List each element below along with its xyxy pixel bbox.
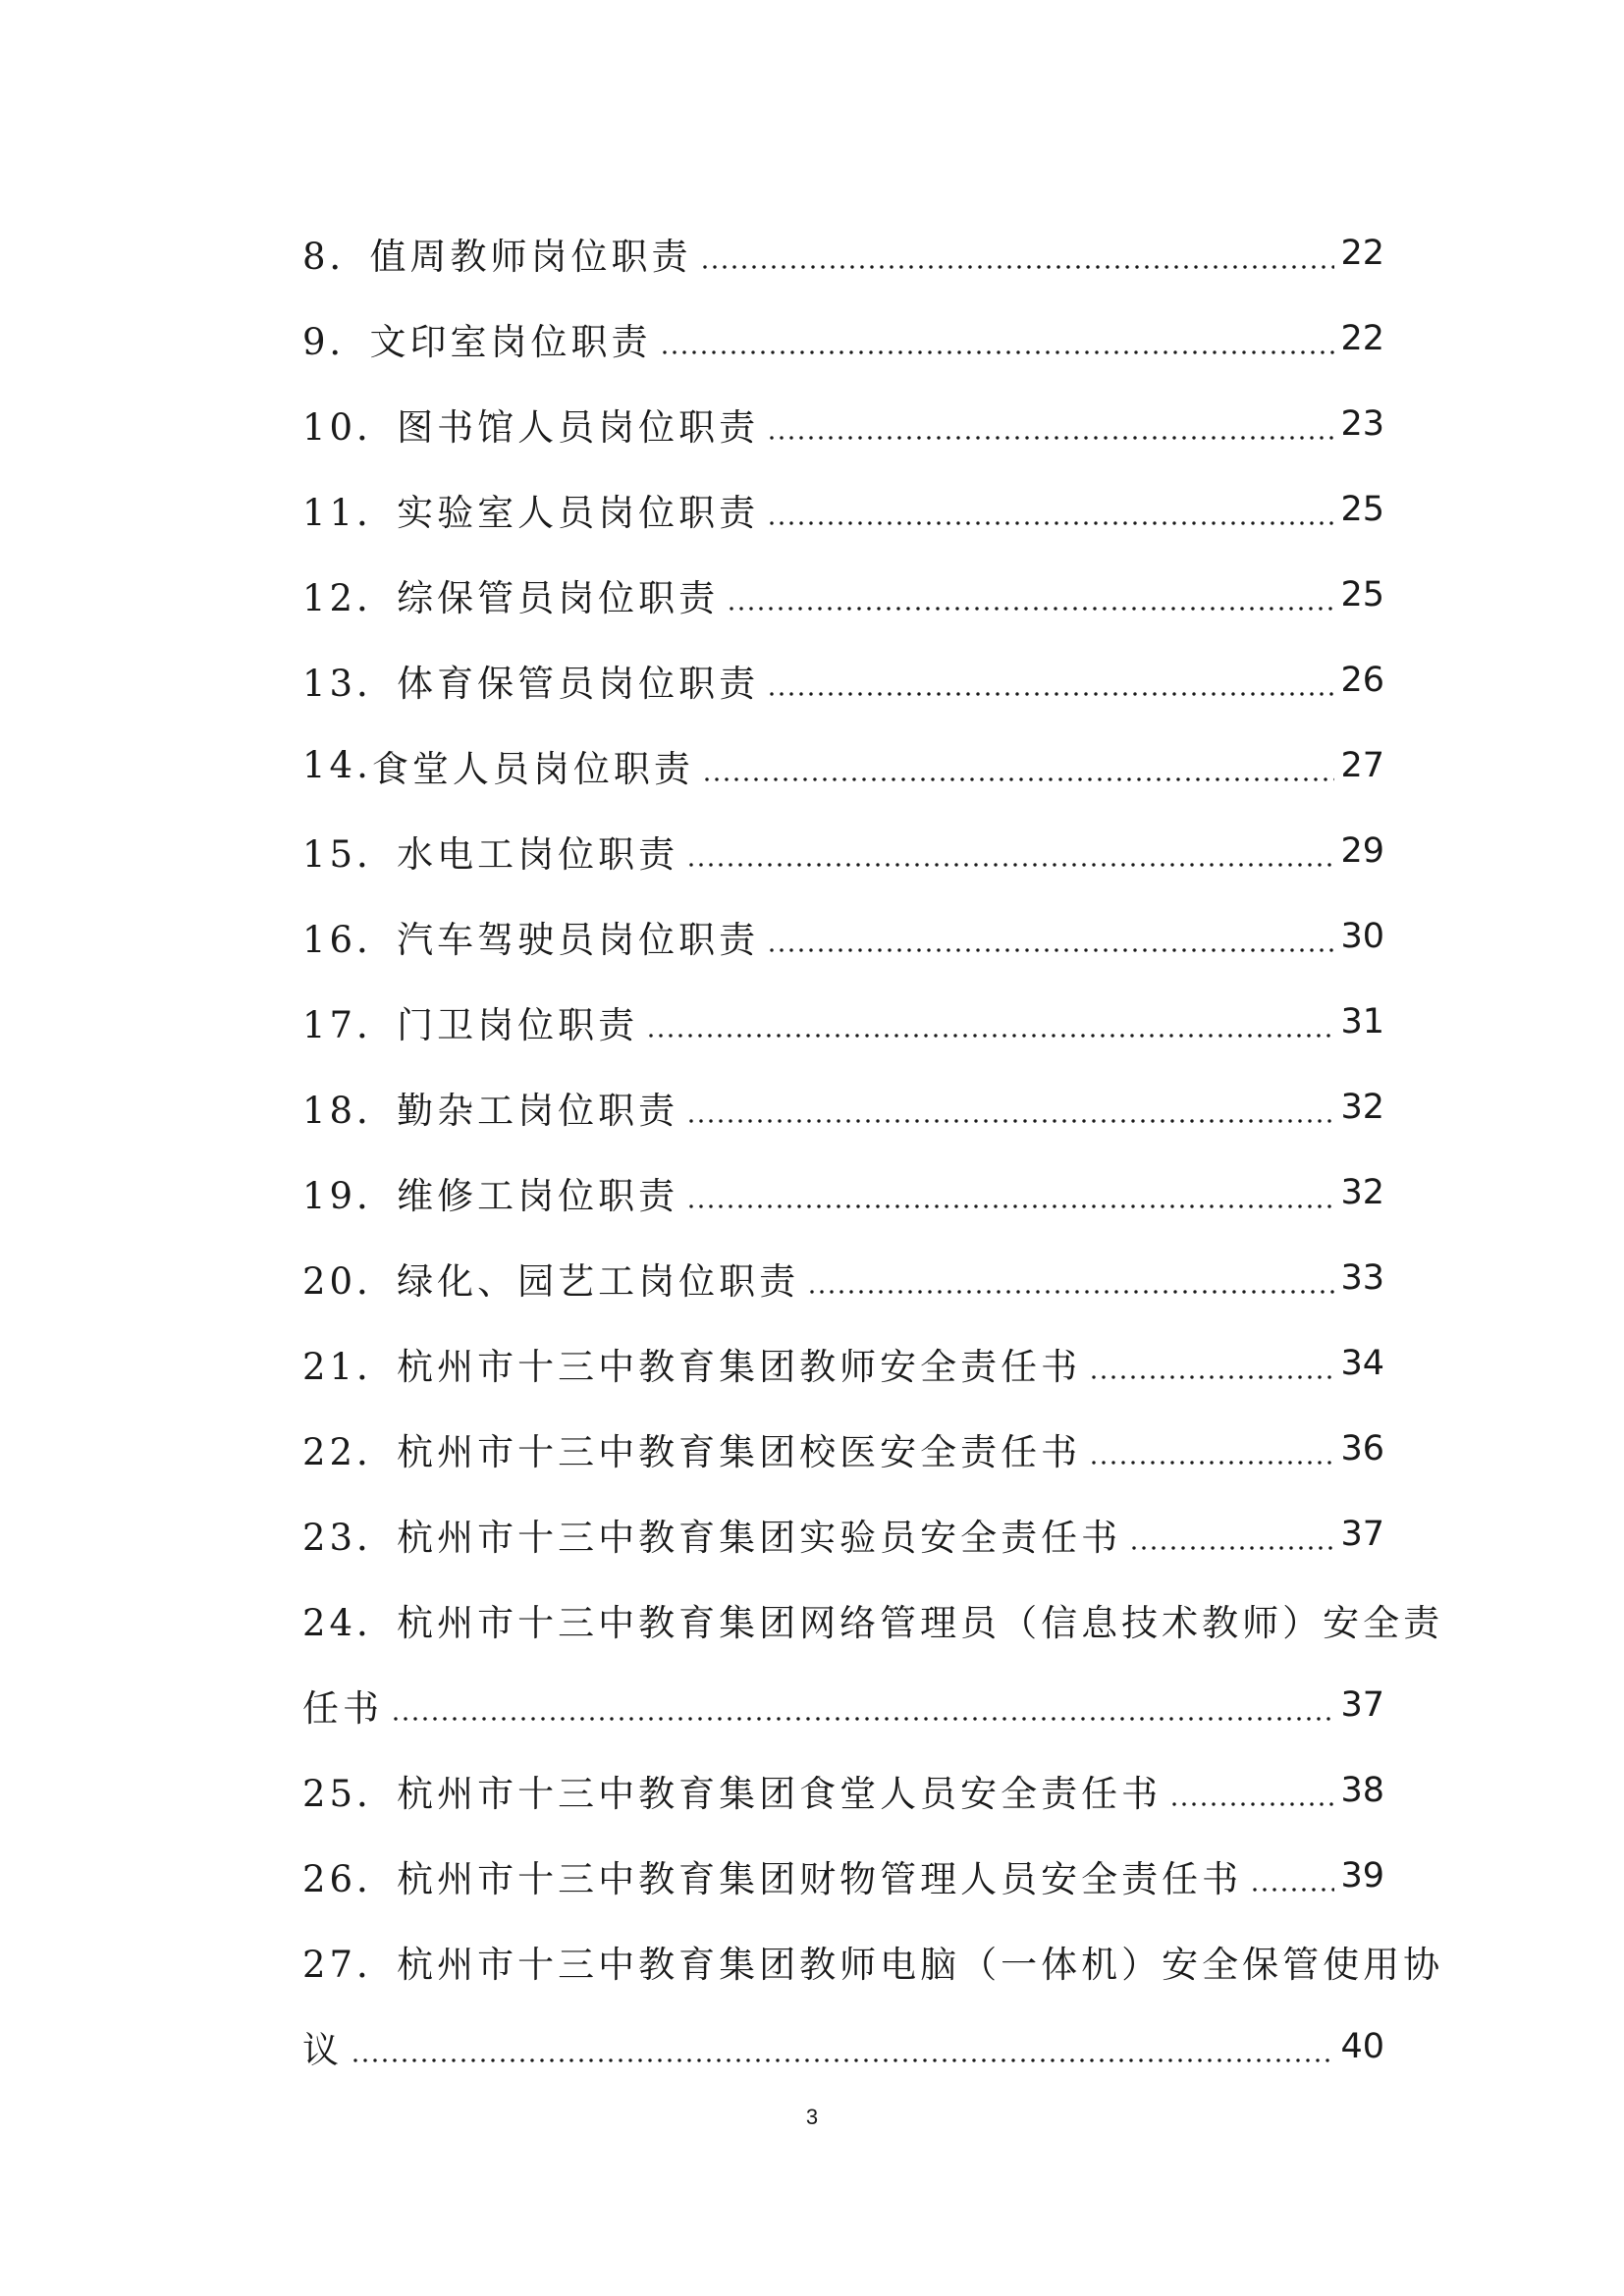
- toc-entry-page: 31: [1340, 1001, 1384, 1041]
- toc-entry-number: 10．: [302, 405, 398, 449]
- toc-entry-24-line2[interactable]: [302, 1662, 1384, 1747]
- toc-entry-page: 29: [1340, 830, 1384, 871]
- toc-entry-number: 11．: [302, 491, 398, 534]
- dot-leader: [1250, 1887, 1334, 1893]
- toc-entry-title: 杭州市十三中教育集团实验员安全责任书: [397, 1516, 1122, 1559]
- toc-entry-number: 9．: [302, 320, 370, 363]
- toc-entry-9[interactable]: [302, 295, 1384, 381]
- toc-entry-number: 21．: [302, 1345, 398, 1388]
- toc-entry-page: 27: [1340, 745, 1384, 785]
- dot-leader: [702, 776, 1335, 782]
- dot-leader: [807, 1289, 1334, 1295]
- toc-entry-15[interactable]: [302, 808, 1384, 893]
- toc-entry-title: 汽车驾驶员岗位职责: [397, 918, 760, 961]
- dot-leader: [391, 1716, 1334, 1722]
- toc-entry-page: 40: [1340, 2026, 1384, 2066]
- toc-entry-24-line1[interactable]: [302, 1576, 1444, 1662]
- toc-entry-title: 杭州市十三中教育集团食堂人员安全责任书: [397, 1772, 1163, 1815]
- toc-entry-page: 25: [1340, 574, 1384, 614]
- toc-entry-title: 食堂人员岗位职责: [371, 747, 694, 790]
- dot-leader: [660, 349, 1335, 355]
- toc-entry-page: 33: [1340, 1257, 1384, 1298]
- toc-entry-title: 杭州市十三中教育集团校医安全责任书: [397, 1430, 1082, 1473]
- toc-entry-19[interactable]: [302, 1149, 1384, 1235]
- table-of-contents: [302, 210, 1444, 2089]
- toc-entry-page: 32: [1340, 1087, 1384, 1127]
- toc-entry-26[interactable]: [302, 1833, 1384, 1918]
- toc-entry-16[interactable]: [302, 893, 1384, 979]
- toc-entry-17[interactable]: [302, 979, 1384, 1064]
- toc-entry-number: 16．: [302, 918, 398, 961]
- toc-entry-21[interactable]: [302, 1320, 1384, 1406]
- toc-entry-18[interactable]: [302, 1064, 1384, 1149]
- dot-leader: [351, 2057, 1334, 2063]
- toc-entry-page: 37: [1340, 1684, 1384, 1725]
- dot-leader: [1089, 1460, 1334, 1466]
- dot-leader: [767, 947, 1334, 953]
- toc-entry-25[interactable]: [302, 1747, 1384, 1833]
- toc-entry-title: 体育保管员岗位职责: [397, 662, 760, 705]
- toc-entry-13[interactable]: [302, 637, 1384, 722]
- toc-entry-number: 26．: [302, 1857, 398, 1900]
- toc-entry-title: 图书馆人员岗位职责: [397, 405, 760, 449]
- toc-entry-title: 文印室岗位职责: [369, 320, 652, 363]
- dot-leader: [646, 1033, 1334, 1039]
- toc-entry-22[interactable]: [302, 1406, 1384, 1491]
- toc-entry-27-line1[interactable]: [302, 1918, 1444, 2003]
- toc-entry-page: 37: [1340, 1514, 1384, 1554]
- toc-entry-title: 绿化、园艺工岗位职责: [397, 1259, 800, 1303]
- toc-entry-number: 22．: [302, 1430, 398, 1473]
- dot-leader: [767, 520, 1334, 526]
- toc-entry-title: 24．杭州市十三中教育集团网络管理员（信息技术教师）安全责: [302, 1601, 1444, 1644]
- toc-entry-page: 39: [1340, 1855, 1384, 1896]
- toc-entry-12[interactable]: [302, 552, 1384, 637]
- toc-entry-page: 26: [1340, 660, 1384, 700]
- toc-entry-number: 23．: [302, 1516, 398, 1559]
- toc-entry-title-continued: 任书: [302, 1686, 383, 1730]
- dot-leader: [700, 264, 1335, 270]
- toc-entry-number: 17．: [302, 1003, 398, 1046]
- toc-entry-14[interactable]: [302, 722, 1384, 808]
- toc-entry-title: 27．杭州市十三中教育集团教师电脑（一体机）安全保管使用协: [302, 1943, 1444, 1986]
- toc-entry-title: 水电工岗位职责: [397, 832, 679, 876]
- dot-leader: [767, 435, 1334, 441]
- dot-leader: [686, 1118, 1334, 1124]
- toc-entry-23[interactable]: [302, 1491, 1384, 1576]
- toc-entry-number: 8．: [302, 235, 370, 278]
- toc-entry-page: 25: [1340, 489, 1384, 529]
- toc-entry-title: 勤杂工岗位职责: [397, 1089, 679, 1132]
- toc-entry-number: 20．: [302, 1259, 398, 1303]
- toc-entry-number: 18．: [302, 1089, 398, 1132]
- toc-entry-number: 12．: [302, 576, 398, 619]
- toc-entry-number: 25．: [302, 1772, 398, 1815]
- toc-entry-8[interactable]: [302, 210, 1384, 295]
- toc-entry-title: 杭州市十三中教育集团财物管理人员安全责任书: [397, 1857, 1243, 1900]
- toc-entry-title: 杭州市十三中教育集团教师安全责任书: [397, 1345, 1082, 1388]
- toc-entry-page: 23: [1340, 403, 1384, 444]
- dot-leader: [1169, 1801, 1334, 1807]
- dot-leader: [1089, 1374, 1334, 1380]
- toc-entry-10[interactable]: [302, 381, 1384, 466]
- toc-entry-title: 实验室人员岗位职责: [397, 491, 760, 534]
- toc-entry-27-line2[interactable]: [302, 2003, 1384, 2089]
- toc-entry-page: 22: [1340, 318, 1384, 358]
- toc-entry-number: 15．: [302, 832, 398, 876]
- toc-entry-page: 30: [1340, 916, 1384, 956]
- dot-leader: [727, 606, 1334, 612]
- dot-leader: [686, 1203, 1334, 1209]
- toc-entry-page: 32: [1340, 1172, 1384, 1212]
- toc-entry-number: 13．: [302, 662, 398, 705]
- toc-entry-title: 综保管员岗位职责: [397, 576, 720, 619]
- toc-entry-title: 维修工岗位职责: [397, 1174, 679, 1217]
- toc-entry-number: 14.: [302, 744, 372, 786]
- footer-page-number: 3: [805, 2105, 819, 2129]
- dot-leader: [686, 862, 1334, 868]
- dot-leader: [1129, 1545, 1334, 1551]
- toc-entry-20[interactable]: [302, 1235, 1384, 1320]
- toc-entry-title: 值周教师岗位职责: [369, 235, 692, 278]
- toc-entry-page: 34: [1340, 1343, 1384, 1383]
- dot-leader: [767, 691, 1334, 697]
- toc-entry-page: 38: [1340, 1770, 1384, 1810]
- toc-entry-11[interactable]: [302, 466, 1384, 552]
- toc-entry-title-continued: 议: [302, 2028, 343, 2071]
- toc-entry-page: 36: [1340, 1428, 1384, 1468]
- toc-entry-title: 门卫岗位职责: [397, 1003, 639, 1046]
- toc-entry-number: 19．: [302, 1174, 398, 1217]
- toc-entry-page: 22: [1340, 233, 1384, 273]
